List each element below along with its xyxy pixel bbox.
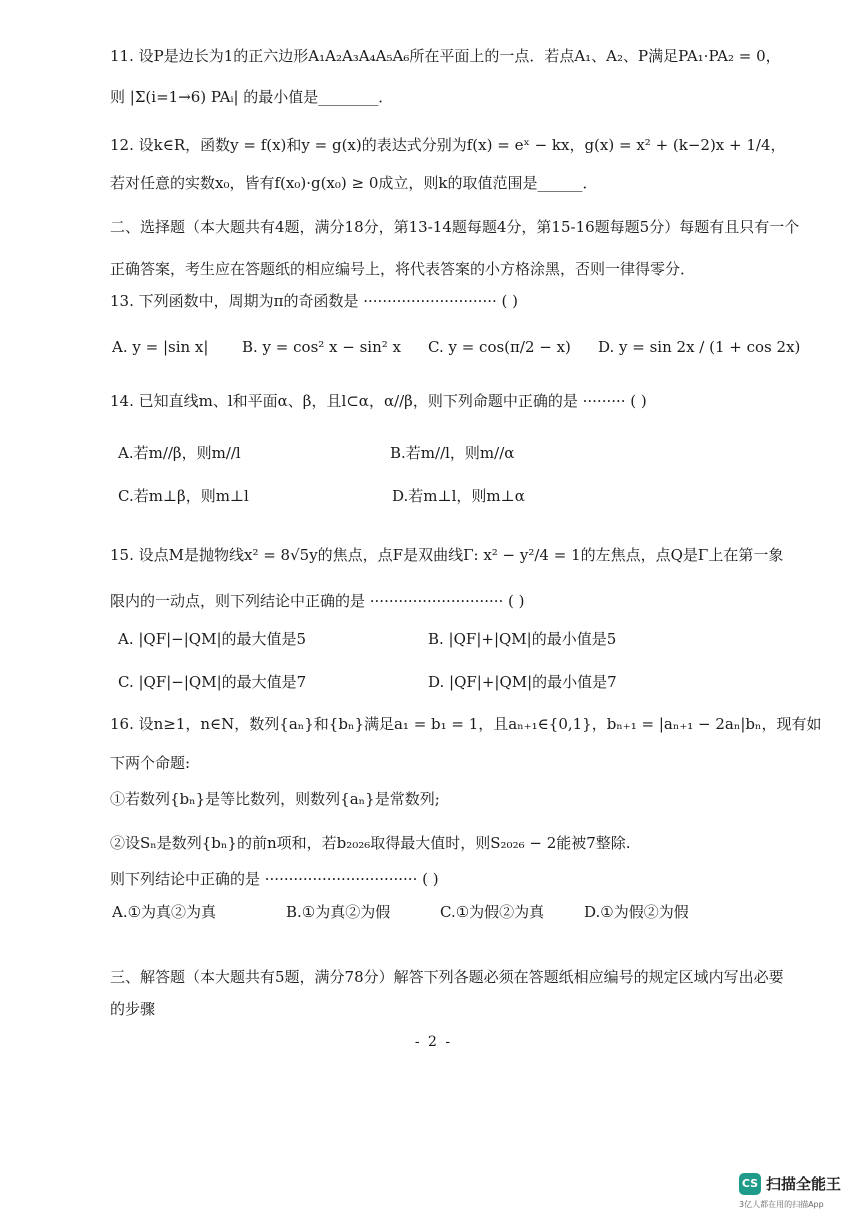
q16-option-c: C.①为假②为真 <box>440 903 545 921</box>
q15-option-d: D. |QF|+|QM|的最小值是7 <box>428 673 617 691</box>
q12-line1: 12. 设k∈R，函数y = f(x)和y = g(x)的表达式分别为f(x) = eˣ − kx，g(x) = x² + (k−2)x + 1/4， <box>110 136 786 154</box>
q14-option-d: D.若m⊥l，则m⊥α <box>392 487 525 505</box>
q13-option-b: B. y = cos² x − sin² x <box>242 338 402 356</box>
q14-option-c: C.若m⊥β，则m⊥l <box>118 487 249 505</box>
scanner-app-name: 扫描全能王 <box>766 1175 842 1193</box>
q11-line1: 11. 设P是边长为1的正六边形A₁A₂A₃A₄A₅A₆所在平面上的一点．若点A₁、A₂、P满足PA₁·PA₂ = 0， <box>110 47 781 65</box>
q16-item2: ②设Sₙ是数列{bₙ}的前n项和，若b₂₀₂₆取得最大值时，则S₂₀₂₆ − 2能被7整除. <box>110 834 631 852</box>
section3-steps: 的步骤 <box>110 1000 156 1018</box>
section3-header: 三、解答题（本大题共有5题，满分78分）解答下列各题必须在答题纸相应编号的规定区域内写出必要 <box>110 968 784 986</box>
q14-option-b: B.若m//l，则m//α <box>390 444 515 462</box>
page-number: - 2 - <box>414 1034 453 1050</box>
scanner-watermark <box>739 1171 851 1211</box>
camscanner-logo-icon: CS <box>739 1173 761 1195</box>
q13-option-d: D. y = sin 2x / (1 + cos 2x) <box>598 338 801 356</box>
q12-line2: 若对任意的实数x₀，皆有f(x₀)·g(x₀) ≥ 0成立，则k的取值范围是______． <box>110 174 598 192</box>
q16-line2: 下两个命题: <box>110 754 191 772</box>
q16-option-a: A.①为真②为真 <box>112 903 217 921</box>
q13-stem: 13. 下列函数中，周期为π的奇函数是 ···························· ( ) <box>110 292 518 310</box>
q14-option-a: A.若m//β，则m//l <box>118 444 241 462</box>
q15-option-a: A. |QF|−|QM|的最大值是5 <box>118 630 307 648</box>
q16-option-b: B.①为真②为假 <box>286 903 391 921</box>
q15-line2: 限内的一动点，则下列结论中正确的是 ···························· ( ) <box>110 592 525 610</box>
q15-line1: 15. 设点M是抛物线x² = 8√5y的焦点，点F是双曲线Γ: x² − y²/4 = 1的左焦点，点Q是Γ上在第一象 <box>110 546 784 564</box>
q15-option-c: C. |QF|−|QM|的最大值是7 <box>118 673 307 691</box>
scanner-tagline: 3亿人都在用的扫描App <box>739 1200 824 1209</box>
section2-instructions: 正确答案，考生应在答题纸的相应编号上，将代表答案的小方格涂黑，否则一律得零分． <box>110 260 696 278</box>
section2-header: 二、选择题（本大题共有4题，满分18分，第13-14题每题4分，第15-16题每题5分）每题有且只有一个 <box>110 218 800 236</box>
q16-line1: 16. 设n≥1，n∈N，数列{aₙ}和{bₙ}满足a₁ = b₁ = 1，且aₙ₊₁∈{0,1}，bₙ₊₁ = |aₙ₊₁ − 2aₙ|bₙ，现有如 <box>110 715 822 733</box>
q14-stem: 14. 已知直线m、l和平面α、β，且l⊂α，α//β，则下列命题中正确的是 ········· ( ) <box>110 392 647 410</box>
q16-ask: 则下列结论中正确的是 ································ ( ) <box>110 870 439 888</box>
q15-option-b: B. |QF|+|QM|的最小值是5 <box>428 630 617 648</box>
q16-option-d: D.①为假②为假 <box>584 903 689 921</box>
q13-option-a: A. y = |sin x| <box>112 338 209 356</box>
q16-item1: ①若数列{bₙ}是等比数列，则数列{aₙ}是常数列; <box>110 790 440 808</box>
q13-option-c: C. y = cos(π/2 − x) <box>428 338 571 356</box>
q11-line2: 则 |Σ(i=1→6) PAᵢ| 的最小值是________． <box>110 88 394 106</box>
